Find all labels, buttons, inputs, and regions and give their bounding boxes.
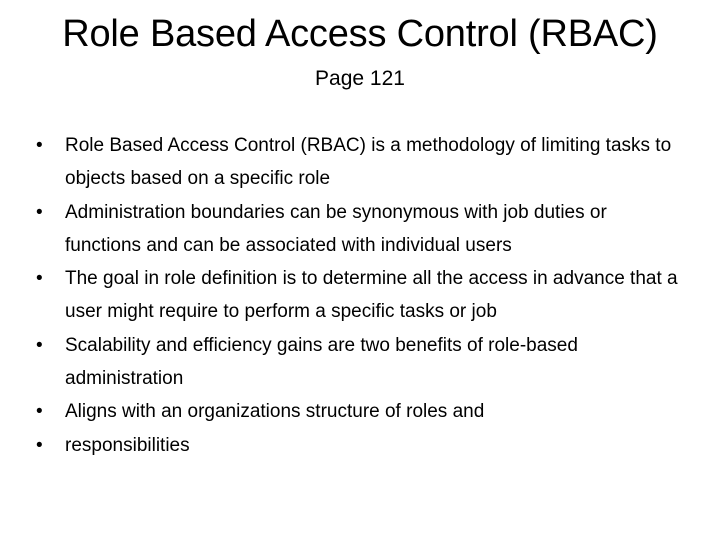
bullet-text: The goal in role definition is to determine all the access in advance that a user might require to perform a specific tasks or job — [65, 268, 678, 323]
title-block — [0, 6, 720, 93]
bullet-dot-icon: • — [36, 334, 43, 356]
bullet-dot-icon: • — [36, 135, 43, 156]
bullet-text: Scalability and efficiency gains are two benefits of role-based administration — [65, 334, 578, 390]
bullet-text: Administration boundaries can be synonymous with job duties or functions and can be associated with individual users — [65, 201, 607, 256]
bullet-item — [36, 129, 686, 196]
bullet-item — [36, 429, 686, 462]
bullet-text: Aligns with an organizations structure of roles and — [65, 401, 485, 423]
slide-subtitle: Page 121 — [315, 67, 405, 90]
bullet-item — [36, 329, 686, 396]
bullet-text: responsibilities — [65, 434, 190, 456]
slide-title: Role Based Access Control (RBAC) — [62, 13, 658, 55]
bullet-dot-icon: • — [36, 201, 43, 223]
bullet-dot-icon: • — [36, 268, 43, 290]
bullet-text: Role Based Access Control (RBAC) is a methodology of limiting tasks to objects based on a specific role — [65, 135, 672, 190]
bullet-list — [36, 129, 686, 462]
bullet-dot-icon: • — [36, 434, 43, 456]
bullet-item — [36, 395, 686, 428]
bullet-item — [36, 196, 686, 263]
bullet-item — [36, 262, 686, 329]
bullet-dot-icon: • — [36, 401, 43, 423]
